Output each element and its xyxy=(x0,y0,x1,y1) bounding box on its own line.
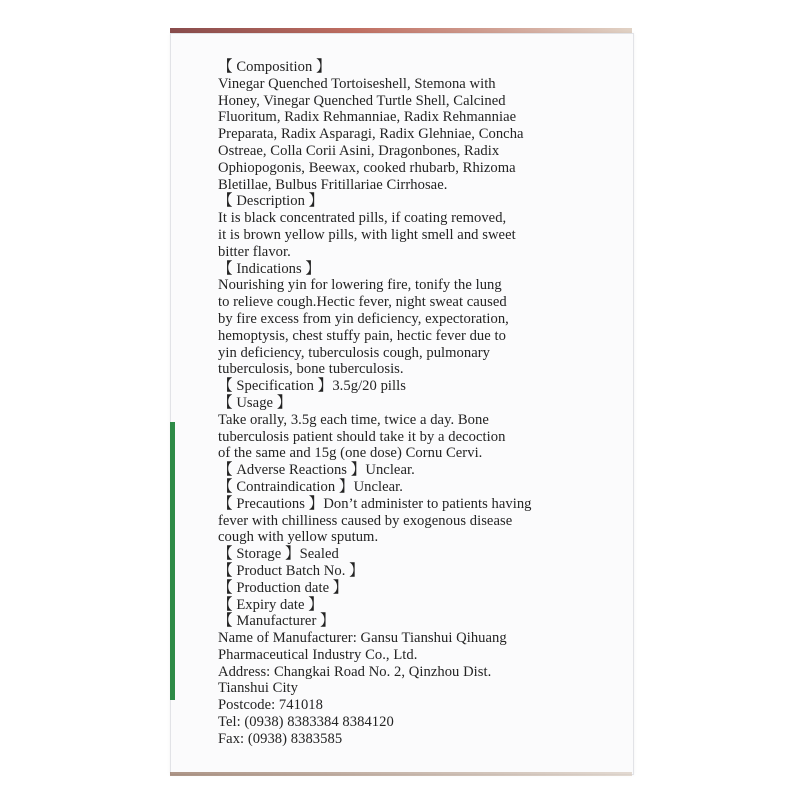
precautions-line: cough with yellow sputum. xyxy=(218,529,379,546)
composition-line: Ophiopogonis, Beewax, cooked rhubarb, Rhizoma xyxy=(218,159,516,176)
manufacturer-name-line: Pharmaceutical Industry Co., Ltd. xyxy=(218,646,418,663)
box-green-edge xyxy=(170,422,175,700)
section-heading-indications: 【 Indications 】 xyxy=(218,260,321,277)
usage-line: of the same and 15g (one dose) Cornu Cervi. xyxy=(218,445,483,462)
tel-line: Tel: (0938) 8383384 8384120 xyxy=(218,714,394,731)
leaflet-text xyxy=(218,59,593,748)
specification-line: 【 Specification 】3.5g/20 pills xyxy=(218,378,406,395)
composition-line: Bletillae, Bulbus Fritillariae Cirrhosae. xyxy=(218,176,448,193)
section-heading-usage: 【 Usage 】 xyxy=(218,394,292,411)
composition-line: Ostreae, Colla Corii Asini, Dragonbones, Radix xyxy=(218,142,500,159)
address-line: Tianshui City xyxy=(218,680,298,697)
address-line: Address: Changkai Road No. 2, Qinzhou Dist. xyxy=(218,663,492,680)
precautions-line: 【 Precautions 】Don’t administer to patients having xyxy=(218,495,532,512)
adverse-reactions-line: 【 Adverse Reactions 】Unclear. xyxy=(218,462,415,479)
composition-line: Fluoritum, Radix Rehmanniae, Radix Rehmanniae xyxy=(218,109,517,126)
indications-line: yin deficiency, tuberculosis cough, pulmonary xyxy=(218,344,491,361)
box-bottom-edge xyxy=(170,772,632,776)
manufacturer-name-line: Name of Manufacturer: Gansu Tianshui Qihuang xyxy=(218,630,507,647)
section-heading-description: 【 Description 】 xyxy=(218,193,324,210)
description-line: it is brown yellow pills, with light smell and sweet xyxy=(218,226,516,243)
contraindication-line: 【 Contraindication 】Unclear. xyxy=(218,478,403,495)
usage-line: Take orally, 3.5g each time, twice a day. Bone xyxy=(218,411,489,428)
section-heading-composition: 【 Composition 】 xyxy=(218,59,331,75)
fax-line: Fax: (0938) 8383585 xyxy=(218,730,343,747)
production-date-line: 【 Production date 】 xyxy=(218,579,348,596)
indications-line: to relieve cough.Hectic fever, night sweat caused xyxy=(218,294,507,311)
batch-no-line: 【 Product Batch No. 】 xyxy=(218,562,364,579)
description-line: bitter flavor. xyxy=(218,243,291,260)
indications-line: hemoptysis, chest stuffy pain, hectic fever due to xyxy=(218,327,506,344)
indications-line: Nourishing yin for lowering fire, tonify the lung xyxy=(218,277,502,294)
composition-line: Preparata, Radix Asparagi, Radix Glehniae, Concha xyxy=(218,126,524,143)
composition-line: Vinegar Quenched Tortoiseshell, Stemona with xyxy=(218,75,496,92)
precautions-line: fever with chilliness caused by exogenous disease xyxy=(218,512,513,529)
description-line: It is black concentrated pills, if coating removed, xyxy=(218,210,507,227)
storage-line: 【 Storage 】Sealed xyxy=(218,546,339,563)
indications-line: tuberculosis, bone tuberculosis. xyxy=(218,361,404,378)
postcode-line: Postcode: 741018 xyxy=(218,697,323,714)
usage-line: tuberculosis patient should take it by a decoction xyxy=(218,428,506,445)
indications-line: by fire excess from yin deficiency, expectoration, xyxy=(218,310,509,327)
expiry-date-line: 【 Expiry date 】 xyxy=(218,596,323,613)
composition-line: Honey, Vinegar Quenched Turtle Shell, Calcined xyxy=(218,92,506,109)
section-heading-manufacturer: 【 Manufacturer 】 xyxy=(218,613,335,630)
